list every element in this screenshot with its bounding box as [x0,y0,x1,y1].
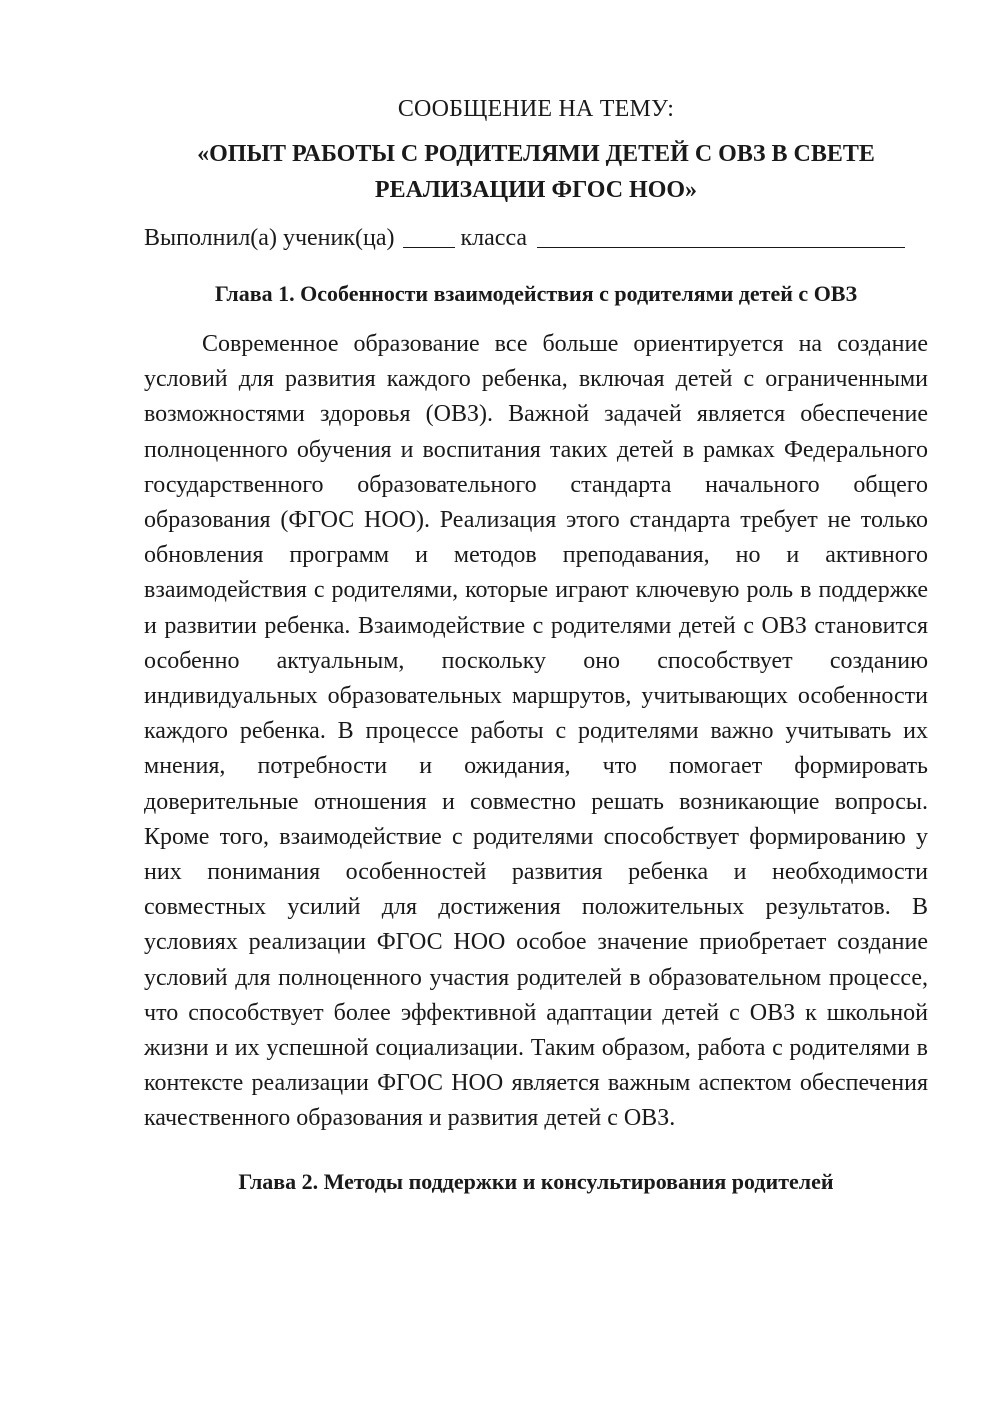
chapter-2-heading: Глава 2. Методы поддержки и консультирования родителей [238,1168,834,1194]
document-title [144,136,928,208]
student-name-blank [537,223,905,248]
chapter-1-heading: Глава 1. Особенности взаимодействия с родителями детей с ОВЗ [214,281,858,306]
performed-by-label: Выполнил(а) ученик(ца) [144,225,395,251]
class-label: класса [460,225,528,251]
author-line [144,220,928,255]
document-page [144,92,928,1215]
class-number-blank [403,223,455,248]
document-title-line: РЕАЛИЗАЦИИ ФГОС НОО» [374,177,698,203]
document-title-line: «ОПЫТ РАБОТЫ С РОДИТЕЛЯМИ ДЕТЕЙ С ОВЗ В СВЕТЕ [197,141,875,167]
chapter-1-paragraph: Современное образование все больше ориентируется на создание условий для развития каждого ребенка, включая детей с ограниченными возможностями здоровья (ОВЗ). Важной задачей является обеспечение полноценного обучения и воспитания таких детей в рамках Федерального государственного образовательного стандарта начального общего образования (ФГОС НОО). Реализация этого стандарта требует не только обновления программ и методов преподавания, но и активного взаимодействия с родителями, которые играют ключевую роль в поддержке и развитии ребенка. Взаимодействие с родителями детей с ОВЗ становится особенно актуальным, поскольку оно способствует созданию индивидуальных образовательных маршрутов, учитывающих особенности каждого ребенка. В процессе работы с родителями важно учитывать их мнения, потребности и ожидания, что помогает формировать доверительные отношения и совместно решать возникающие вопросы. Кроме того, взаимодействие с родителями способствует формированию у них понимания особенностей развития ребенка и необходимости совместных усилий для достижения положительных результатов. В условиях реализации ФГОС НОО особое значение приобретает создание условий для полноценного участия родителей в образовательном процессе, что способствует более эффективной адаптации детей с ОВЗ к школьной жизни и их успешной социализации. Таким образом, работа с родителями в контексте реализации ФГОС НОО является важным аспектом обеспечения качественного образования и развития детей с ОВЗ. [144,331,928,1132]
document-label: СООБЩЕНИЕ НА ТЕМУ: [397,96,675,122]
